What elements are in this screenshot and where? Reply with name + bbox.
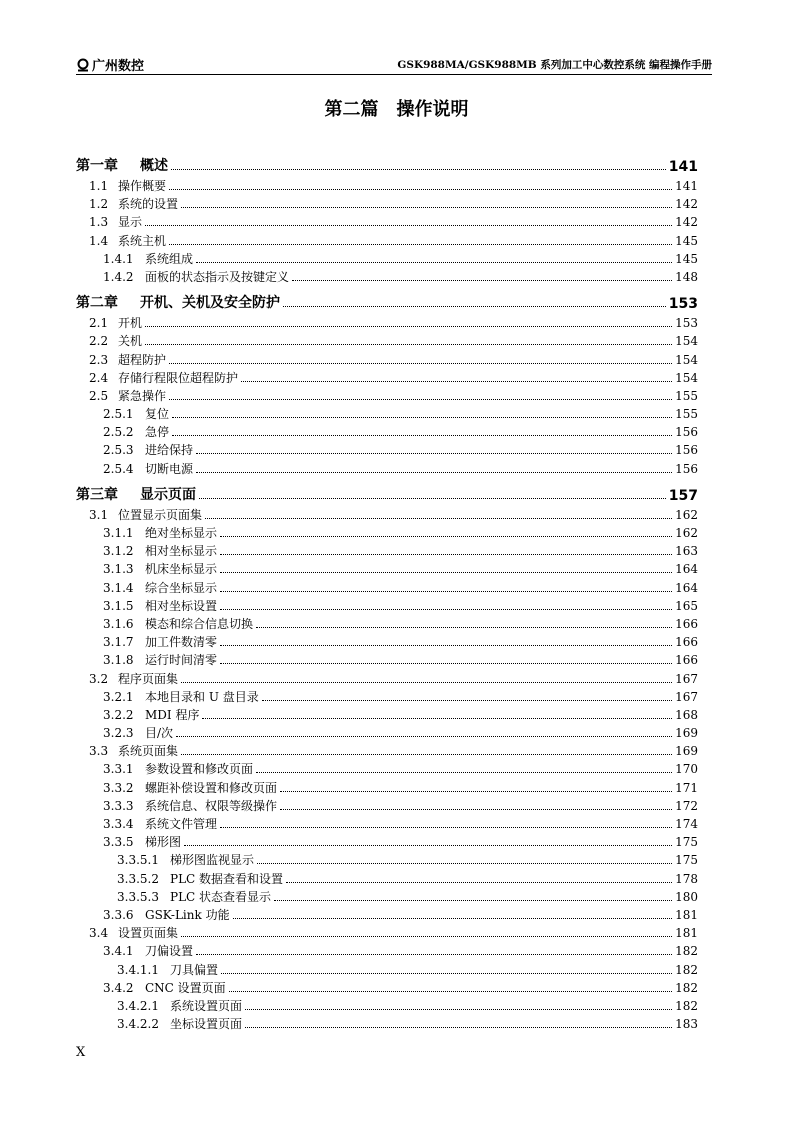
- toc-leader-dots: [292, 279, 672, 281]
- toc-entry-number: 1.2: [89, 197, 109, 212]
- toc-entry[interactable]: [76, 579, 698, 597]
- toc-leader-dots: [221, 972, 672, 974]
- toc-entry-title: 概述: [140, 158, 168, 174]
- toc-leader-dots: [181, 206, 672, 208]
- toc-leader-dots: [196, 953, 672, 955]
- toc-entry-title: 存储行程限位超程防护: [118, 370, 239, 385]
- toc-leader-dots: [256, 626, 672, 628]
- toc-entry-page: 180: [675, 889, 698, 904]
- toc-entry-page: 153: [675, 316, 698, 331]
- toc-entry[interactable]: [76, 195, 698, 213]
- toc-entry-title: 系统文件管理: [145, 817, 218, 831]
- toc-entry-number: 3.3.6: [103, 907, 134, 922]
- toc-entry-page: 157: [668, 487, 698, 504]
- toc-entry-title: 开机、关机及安全防护: [140, 295, 280, 312]
- toc-leader-dots: [262, 699, 672, 701]
- toc-entry-number: 2.5.1: [103, 407, 134, 422]
- toc-entry-number: 1.1: [89, 179, 109, 193]
- toc-entry-title: 进给保持: [145, 443, 194, 458]
- toc-entry-title: 加工件数清零: [145, 635, 218, 650]
- toc-entry-title: 复位: [145, 407, 170, 422]
- toc-leader-dots: [171, 168, 666, 170]
- toc-entry-page: 183: [675, 1017, 698, 1032]
- toc-entry-number: 3.4.2.2: [117, 1017, 159, 1032]
- toc-entry[interactable]: [76, 670, 698, 688]
- toc-entry-page: 145: [675, 233, 698, 248]
- toc-entry-number: 2.3: [89, 352, 109, 367]
- toc-entry[interactable]: [76, 833, 698, 851]
- toc-entry-title: 系统组成: [145, 251, 194, 266]
- toc-entry-page: 181: [675, 907, 698, 922]
- toc-leader-dots: [169, 398, 672, 400]
- toc-entry-number: 3.3.5.3: [117, 889, 159, 904]
- toc-entry-title: 模态和综合信息切换: [145, 616, 254, 631]
- toc-leader-dots: [220, 535, 672, 537]
- toc-leader-dots: [220, 590, 672, 592]
- toc-entry-page: 154: [675, 370, 698, 385]
- toc-entry-page: 141: [675, 179, 698, 193]
- toc-leader-dots: [220, 608, 672, 610]
- toc-leader-dots: [220, 662, 672, 664]
- toc-entry-title: 相对坐标设置: [145, 598, 218, 613]
- toc-entry[interactable]: [76, 524, 698, 542]
- toc-leader-dots: [181, 681, 672, 683]
- toc-entry-page: 182: [675, 980, 698, 995]
- toc-entry-page: 165: [675, 598, 698, 613]
- toc-entry-number: 3.1.7: [103, 635, 134, 650]
- toc-entry-title: CNC 设置页面: [145, 980, 226, 995]
- toc-leader-dots: [184, 844, 672, 846]
- toc-entry-number: 3.3.4: [103, 817, 134, 831]
- toc-entry-number: 3.3.5.2: [117, 871, 159, 886]
- toc-entry-title: PLC 数据查看和设置: [170, 871, 284, 886]
- toc-entry-page: 142: [675, 197, 698, 212]
- toc-entry-title: 刀偏设置: [145, 944, 194, 959]
- toc-leader-dots: [145, 325, 672, 327]
- toc-entry-number: 2.1: [89, 316, 109, 331]
- toc-entry-page: 153: [668, 296, 698, 313]
- toc-entry-page: 166: [675, 616, 698, 631]
- toc-entry-page: 171: [675, 780, 698, 795]
- toc-entry[interactable]: [76, 405, 698, 423]
- toc-entry-number: 2.5.2: [103, 425, 134, 440]
- toc-entry-title: 显示: [118, 215, 143, 230]
- toc-entry[interactable]: [76, 351, 698, 369]
- toc-entry-title: 超程防护: [118, 352, 167, 367]
- toc-entry-number: 1.3: [89, 215, 109, 230]
- toc-entry[interactable]: [76, 423, 698, 441]
- toc-entry[interactable]: [76, 506, 698, 524]
- toc-entry-title: 系统页面集: [118, 744, 179, 759]
- toc-entry-page: 175: [675, 853, 698, 868]
- toc-entry-title: 绝对坐标显示: [145, 526, 218, 540]
- toc-entry-number: 2.5: [89, 388, 109, 403]
- toc-leader-dots: [256, 771, 672, 773]
- toc-entry-title: 程序页面集: [118, 671, 179, 686]
- toc-entry[interactable]: [76, 314, 698, 332]
- toc-entry-number: 3.4: [89, 926, 109, 941]
- toc-entry-page: 182: [675, 962, 698, 977]
- toc-entry[interactable]: [76, 888, 698, 906]
- toc-entry-number: 3.1.6: [103, 616, 134, 631]
- toc-chapter-entry[interactable]: [76, 286, 698, 314]
- toc-leader-dots: [280, 808, 672, 810]
- toc-leader-dots: [196, 261, 672, 263]
- toc-entry-title: MDI 程序: [145, 707, 200, 722]
- toc-entry-number: 3.1: [89, 507, 109, 522]
- page-header: [76, 52, 712, 75]
- toc-leader-dots: [220, 571, 672, 573]
- toc-leader-dots: [181, 935, 672, 937]
- part-title: [0, 95, 793, 121]
- toc-entry-title: 刀具偏置: [170, 962, 219, 977]
- toc-entry-number: 2.4: [89, 370, 109, 385]
- toc-entry-page: 156: [675, 425, 698, 440]
- toc-leader-dots: [145, 224, 672, 226]
- toc-entry[interactable]: [76, 688, 698, 706]
- toc-leader-dots: [199, 497, 666, 499]
- toc-leader-dots: [241, 380, 672, 382]
- toc-entry[interactable]: [76, 815, 698, 833]
- toc-entry-title: 综合坐标显示: [145, 580, 218, 595]
- toc-leader-dots: [172, 434, 672, 436]
- gsk-logo-icon: [76, 58, 90, 72]
- toc-entry-page: 169: [675, 744, 698, 759]
- toc-entry-number: 3.3.1: [103, 762, 134, 777]
- toc-entry-title: 运行时间清零: [145, 653, 218, 668]
- toc-entry-number: 2.5.4: [103, 461, 134, 476]
- table-of-contents: [76, 149, 698, 1033]
- toc-entry[interactable]: [76, 369, 698, 387]
- toc-entry-number: 3.4.1: [103, 944, 134, 959]
- toc-entry-number: 2.5.3: [103, 443, 134, 458]
- toc-entry-title: 系统信息、权限等级操作: [145, 798, 278, 813]
- part-heading: 操作说明: [396, 99, 469, 120]
- toc-entry-page: 170: [675, 762, 698, 777]
- toc-leader-dots: [220, 826, 672, 828]
- toc-entry[interactable]: [76, 742, 698, 760]
- toc-entry-number: 3.1.3: [103, 562, 134, 577]
- toc-entry[interactable]: [76, 961, 698, 979]
- toc-entry-title: 开机: [118, 316, 143, 331]
- toc-entry-page: 162: [675, 526, 698, 540]
- toc-leader-dots: [202, 717, 672, 719]
- toc-entry-title: 切断电源: [145, 461, 194, 476]
- toc-entry-page: 167: [675, 689, 698, 704]
- toc-entry[interactable]: [76, 979, 698, 997]
- toc-entry[interactable]: [76, 177, 698, 195]
- toc-entry-title: 螺距补偿设置和修改页面: [145, 780, 278, 795]
- toc-entry-title: 急停: [145, 425, 170, 440]
- toc-entry-page: 162: [675, 507, 698, 522]
- toc-entry-number: 3.1.8: [103, 653, 134, 668]
- toc-entry-page: 182: [675, 998, 698, 1013]
- toc-entry[interactable]: [76, 870, 698, 888]
- toc-leader-dots: [233, 917, 673, 919]
- toc-entry-number: 3.2.2: [103, 707, 134, 722]
- toc-leader-dots: [280, 790, 672, 792]
- toc-entry-page: 163: [675, 544, 698, 559]
- toc-leader-dots: [196, 471, 672, 473]
- toc-entry[interactable]: [76, 633, 698, 651]
- toc-entry-number: 3.4.1.1: [117, 962, 159, 977]
- toc-entry-page: 181: [675, 926, 698, 941]
- part-label: 第二篇: [324, 99, 379, 120]
- toc-entry[interactable]: [76, 387, 698, 405]
- toc-entry-page: 145: [675, 251, 698, 266]
- toc-entry-number: 第三章: [76, 486, 118, 503]
- toc-entry-title: 本地目录和 U 盘目录: [145, 689, 259, 704]
- toc-entry-title: 梯形图: [145, 835, 182, 850]
- toc-entry-page: 154: [675, 352, 698, 367]
- toc-entry[interactable]: [76, 542, 698, 560]
- toc-entry-title: 显示页面: [140, 486, 196, 503]
- toc-leader-dots: [286, 881, 672, 883]
- toc-entry-number: 3.3.3: [103, 798, 134, 813]
- toc-leader-dots: [229, 990, 672, 992]
- toc-entry-number: 3.1.2: [103, 544, 134, 559]
- toc-entry-page: 155: [675, 407, 698, 422]
- toc-entry-title: 坐标设置页面: [170, 1017, 243, 1032]
- toc-entry-page: 167: [675, 671, 698, 686]
- logo-text: 广州数控: [92, 59, 145, 74]
- toc-entry[interactable]: [76, 851, 698, 869]
- toc-entry[interactable]: [76, 906, 698, 924]
- toc-entry[interactable]: [76, 706, 698, 724]
- toc-entry[interactable]: [76, 560, 698, 578]
- toc-chapter-entry[interactable]: [76, 478, 698, 506]
- toc-entry-title: 系统的设置: [118, 197, 179, 212]
- toc-entry-page: 172: [675, 798, 698, 813]
- toc-entry-title: PLC 状态查看显示: [170, 889, 272, 904]
- toc-entry[interactable]: [76, 779, 698, 797]
- toc-entry-page: 164: [675, 562, 698, 577]
- toc-entry-title: 系统主机: [118, 233, 167, 248]
- toc-entry[interactable]: [76, 250, 698, 268]
- toc-entry-page: 156: [675, 443, 698, 458]
- toc-entry-page: 141: [668, 159, 698, 175]
- toc-leader-dots: [181, 753, 672, 755]
- toc-entry-number: 1.4.1: [103, 251, 134, 266]
- toc-entry-number: 3.4.2.1: [117, 998, 159, 1013]
- toc-entry[interactable]: [76, 651, 698, 669]
- toc-leader-dots: [169, 188, 672, 190]
- toc-entry[interactable]: [76, 942, 698, 960]
- toc-entry-page: 178: [675, 871, 698, 886]
- toc-entry-number: 3.4.2: [103, 980, 134, 995]
- toc-entry-title: 参数设置和修改页面: [145, 762, 254, 777]
- toc-entry-number: 3.3.5: [103, 835, 134, 850]
- toc-entry-title: 关机: [118, 334, 143, 349]
- toc-entry-page: 182: [675, 944, 698, 959]
- toc-leader-dots: [172, 416, 672, 418]
- toc-entry-title: 紧急操作: [118, 388, 167, 403]
- toc-entry-number: 1.4.2: [103, 269, 134, 284]
- toc-entry-title: 位置显示页面集: [118, 507, 203, 522]
- toc-leader-dots: [245, 1008, 672, 1010]
- toc-entry-title: 目/次: [145, 726, 174, 741]
- toc-entry-number: 1.4: [89, 233, 109, 248]
- toc-entry[interactable]: [76, 724, 698, 742]
- toc-entry-number: 3.3.5.1: [117, 853, 159, 868]
- toc-entry[interactable]: [76, 460, 698, 478]
- toc-leader-dots: [220, 644, 672, 646]
- toc-entry-number: 3.3.2: [103, 780, 134, 795]
- toc-entry-title: 面板的状态指示及按键定义: [145, 269, 290, 284]
- toc-entry[interactable]: [76, 213, 698, 231]
- toc-entry-number: 3.1.4: [103, 580, 134, 595]
- toc-entry-page: 148: [675, 269, 698, 284]
- toc-entry[interactable]: [76, 441, 698, 459]
- toc-leader-dots: [176, 735, 672, 737]
- toc-entry-number: 3.3: [89, 744, 109, 759]
- toc-entry[interactable]: [76, 797, 698, 815]
- page-number: X: [76, 1045, 86, 1060]
- toc-entry-title: 相对坐标显示: [145, 544, 218, 559]
- toc-entry-number: 3.2.1: [103, 689, 134, 704]
- toc-entry[interactable]: [76, 597, 698, 615]
- toc-entry-title: 设置页面集: [118, 926, 179, 941]
- toc-leader-dots: [220, 553, 672, 555]
- toc-entry-page: 174: [675, 817, 698, 831]
- toc-entry-title: 梯形图监视显示: [170, 853, 255, 868]
- toc-entry-page: 164: [675, 580, 698, 595]
- toc-entry-title: GSK-Link 功能: [145, 907, 230, 922]
- toc-entry-number: 2.2: [89, 334, 109, 349]
- toc-entry[interactable]: [76, 760, 698, 778]
- toc-entry-page: 166: [675, 635, 698, 650]
- toc-entry-number: 3.2: [89, 671, 109, 686]
- toc-entry-title: 操作概要: [118, 179, 167, 193]
- toc-leader-dots: [169, 362, 672, 364]
- toc-leader-dots: [257, 862, 672, 864]
- toc-entry-page: 155: [675, 388, 698, 403]
- toc-entry[interactable]: [76, 1015, 698, 1033]
- toc-entry-page: 168: [675, 707, 698, 722]
- toc-leader-dots: [245, 1026, 672, 1028]
- toc-entry-page: 166: [675, 653, 698, 668]
- toc-entry-number: 第一章: [76, 158, 118, 174]
- toc-chapter-entry[interactable]: [76, 149, 698, 177]
- toc-entry[interactable]: [76, 924, 698, 942]
- toc-leader-dots: [283, 305, 666, 307]
- toc-leader-dots: [205, 517, 672, 519]
- toc-entry[interactable]: [76, 232, 698, 250]
- toc-entry-number: 第二章: [76, 295, 118, 312]
- toc-entry-number: 3.1.5: [103, 598, 134, 613]
- toc-leader-dots: [196, 452, 672, 454]
- toc-entry-page: 156: [675, 461, 698, 476]
- toc-entry-number: 3.1.1: [103, 526, 134, 540]
- toc-entry[interactable]: [76, 332, 698, 350]
- toc-leader-dots: [145, 343, 672, 345]
- toc-entry[interactable]: [76, 615, 698, 633]
- toc-entry-page: 154: [675, 334, 698, 349]
- company-logo: [76, 55, 144, 74]
- toc-entry[interactable]: [76, 997, 698, 1015]
- toc-leader-dots: [169, 243, 672, 245]
- toc-leader-dots: [274, 899, 672, 901]
- toc-entry-page: 169: [675, 726, 698, 741]
- toc-entry-title: 机床坐标显示: [145, 562, 218, 577]
- toc-entry-page: 175: [675, 835, 698, 850]
- manual-title: GSK988MA/GSK988MB 系列加工中心数控系统 编程操作手册: [397, 59, 712, 71]
- toc-entry-page: 142: [675, 215, 698, 230]
- toc-entry[interactable]: [76, 268, 698, 286]
- toc-entry-number: 3.2.3: [103, 726, 134, 741]
- toc-entry-title: 系统设置页面: [170, 998, 243, 1013]
